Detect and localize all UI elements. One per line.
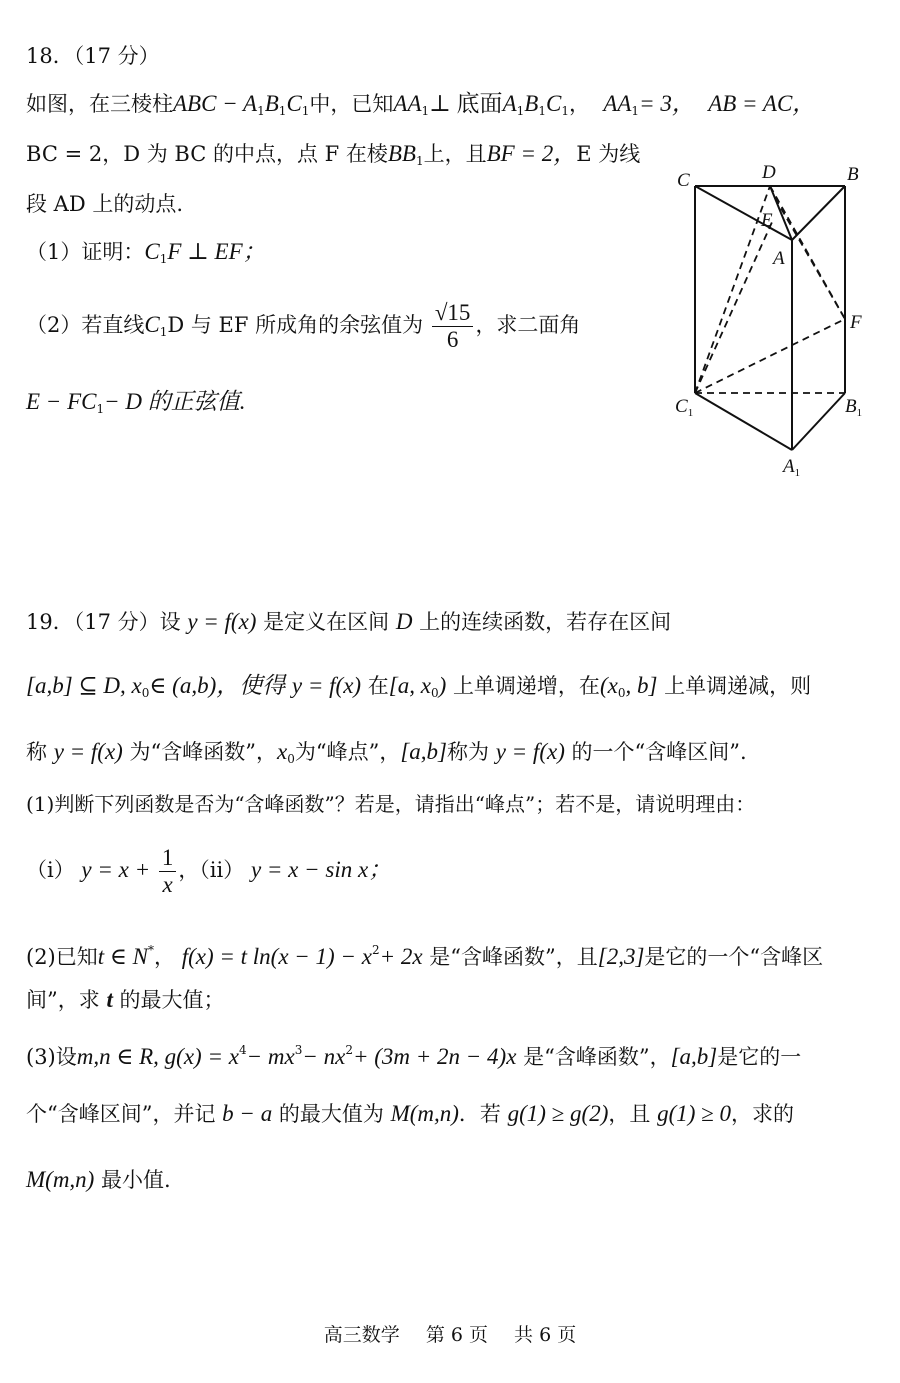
q18-line-2: BC = 2，D 为 BC 的中点，点 F 在棱$BB_1$上，且BF = 2，E 为线 [26,141,641,168]
label-D: D [762,162,776,183]
q18-header: 18．（17 分） [26,44,160,68]
label-B: B [847,164,859,185]
label-F: F [850,312,862,333]
q18-line-1: 如图，在三棱柱ABC − $A_1B_1C_1$中，已知$AA_1\perp$ 底面$A_1B_1C_1$， $AA_1= 3$， AB = AC， [26,91,816,118]
label-A: A [773,248,785,269]
q19-part2-line1: (2)已知t ∈ N*， f(x) = t $\ln(x - 1) - x^2+ 2x$ 是“含峰函数”，且[2,3]是它的一个“含峰区 [26,943,824,969]
footer-total: 共 6 页 [514,1324,577,1346]
edge-C1A1 [695,393,792,450]
label-A1: $A_1$ [783,456,801,479]
segment-AD [770,186,792,240]
edge-CA [695,186,792,240]
label-C: C [677,170,690,191]
q19-part3-line3: M(m,n) 最小值. [26,1167,171,1192]
q18-fraction: $\frac{√15}{6}$ [432,300,474,353]
q18-part1: （1）证明：$C_1F$ ⊥ EF； [26,239,266,266]
q19-part1-functions: （i） y = x + $\frac{1}{x}$ ，（ii） y = x − sin x； [26,845,392,897]
q18-part2: （2）若直线$C_1D$ 与 EF 所成角的余弦值为 $\frac{√15}{6}$ ，求二面角 [26,300,581,352]
label-C1: $C_1$ [675,396,694,419]
q19-line-2: [a,b] ⊆ D, $x_0\in$ (a,b)，使得 y = f(x) 在[a, $x_0$) 上单调递增，在($x_0$, b] 上单调递减，则 [26,673,812,700]
footer-page: 第 6 页 [425,1324,488,1346]
edge-BA [792,186,845,240]
edge-B1A1 [792,393,845,450]
label-E: E [761,210,773,231]
q19-part1: (1)判断下列函数是否为“含峰函数”？若是，请指出“峰点”；若不是，请说明理由： [26,792,756,816]
q19-part3-line1: (3)设m,n ∈ R, $g(x) = x^4- mx^3- nx^2+ (3m + 2n - 4)x$ 是“含峰函数”，[a,b]是它的一 [26,1043,802,1069]
q19-part3-line2: 个“含峰区间”，并记 b − a 的最大值为 M(m,n)．若 g(1) ≥ g(2)，且 g(1) ≥ 0，求的 [26,1101,795,1126]
q19-fraction: $\frac{1}{x}$ [159,845,177,898]
label-B1: $B_1$ [845,396,863,419]
q19-line-3: 称 y = f(x) 为“含峰函数”，$x_0$为“峰点”，[a,b]称为 y = f(x) 的一个“含峰区间”. [26,739,747,766]
prism-figure [665,158,880,488]
q19-part2-line2: 间”，求 t 的最大值； [26,987,225,1012]
footer-subject: 高三数学 [323,1324,400,1346]
q18-line-3: 段 AD 上的动点. [26,192,184,216]
q18-part2-last: $E - FC_1- D$ 的正弦值. [26,389,246,416]
segment-C1E [695,220,773,393]
segment-C1D [695,186,770,393]
page-footer [0,1320,900,1347]
segment-EF [775,198,845,319]
q19-line-1: 19．（17 分）设 y = f(x) 是定义在区间 D 上的连续函数，若存在区间 [26,609,672,634]
